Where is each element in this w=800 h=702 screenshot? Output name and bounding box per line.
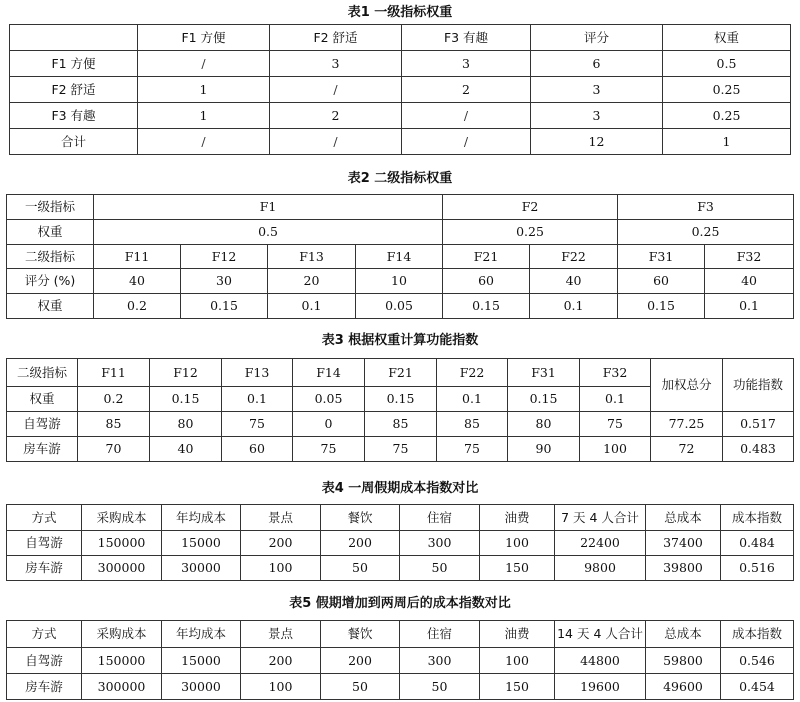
table1-cell: /: [270, 129, 402, 155]
table5-cell: 15000: [162, 648, 241, 674]
table4-cell: 300000: [82, 556, 162, 581]
table5-cell: 150: [480, 674, 555, 700]
table3-header-cell: F31: [508, 359, 580, 387]
table3-cell: 70: [78, 437, 150, 462]
table5-cell: 50: [321, 674, 400, 700]
table5-row-label: 自驾游: [7, 648, 82, 674]
table3-cell: 75: [222, 412, 293, 437]
table3-cell: 0.1: [580, 387, 651, 412]
table4-header-cell: 餐饮: [321, 505, 400, 531]
table1-cell: 1: [138, 103, 270, 129]
table5-cell: 150000: [82, 648, 162, 674]
table3-cell: 40: [150, 437, 222, 462]
table1-row: [10, 129, 791, 155]
table5-header-cell: 成本指数: [721, 621, 794, 648]
table5-row: [7, 674, 794, 700]
table5-cell: 49600: [646, 674, 721, 700]
table4-row-label: 自驾游: [7, 531, 82, 556]
table4-cell: 100: [480, 531, 555, 556]
table2-cell: 0.1: [268, 294, 356, 319]
table3-cell: 85: [78, 412, 150, 437]
table3: [6, 358, 794, 462]
table2-cell: 40: [530, 269, 618, 294]
table2-row-label: 权重: [7, 220, 94, 245]
table3-header-cell: 二级指标: [7, 359, 78, 387]
table2-cell: F22: [530, 245, 618, 269]
table1: [9, 24, 791, 155]
table2-level2-row: [7, 245, 794, 269]
table1-row-label: F1 方便: [10, 51, 138, 77]
table1-row: [10, 51, 791, 77]
table4-cell: 0.516: [721, 556, 794, 581]
table5-cell: 0.454: [721, 674, 794, 700]
table2-cell: 0.15: [443, 294, 530, 319]
table3-row: [7, 437, 794, 462]
table2-cell: 0.1: [530, 294, 618, 319]
table2-score-row: [7, 269, 794, 294]
table2-cell: 0.15: [181, 294, 268, 319]
table4-header-cell: 油费: [480, 505, 555, 531]
table1-header-cell: F2 舒适: [270, 25, 402, 51]
table4-header-cell: 总成本: [646, 505, 721, 531]
table5-caption: 表5 假期增加到两周后的成本指数对比: [289, 596, 511, 611]
table1-row: [10, 103, 791, 129]
table4-cell: 30000: [162, 556, 241, 581]
table4-cell: 50: [400, 556, 480, 581]
table5-header-cell: 餐饮: [321, 621, 400, 648]
table4-caption: 表4 一周假期成本指数对比: [321, 481, 479, 496]
table4-cell: 150: [480, 556, 555, 581]
table4-cell: 22400: [555, 531, 646, 556]
table5-header-cell: 油费: [480, 621, 555, 648]
table1-cell: 6: [531, 51, 663, 77]
table1-cell: /: [402, 103, 531, 129]
table2-cell: 60: [618, 269, 705, 294]
table2-cell: 40: [705, 269, 794, 294]
table2-weight-row: [7, 220, 794, 245]
table4-cell: 37400: [646, 531, 721, 556]
table1-cell: 3: [402, 51, 531, 77]
table3-header-cell: F12: [150, 359, 222, 387]
table2-cell: 10: [356, 269, 443, 294]
table5: [6, 620, 794, 700]
table1-header-cell: 权重: [663, 25, 791, 51]
table2-cell: 0.05: [356, 294, 443, 319]
table3-cell: 0.1: [437, 387, 508, 412]
table1-cell: 12: [531, 129, 663, 155]
table5-cell: 300: [400, 648, 480, 674]
table1-cell: 0.5: [663, 51, 791, 77]
table1-cell: 0.25: [663, 77, 791, 103]
table4-header-row: [7, 505, 794, 531]
table1-row: [10, 77, 791, 103]
table3-cell: 72: [651, 437, 723, 462]
table3-header-cell: F13: [222, 359, 293, 387]
table2-cell: 20: [268, 269, 356, 294]
table2-cell: F14: [356, 245, 443, 269]
table2-cell: F13: [268, 245, 356, 269]
table1-row-label: F3 有趣: [10, 103, 138, 129]
table2-cell: F3: [618, 195, 794, 220]
table3-cell: 0.05: [293, 387, 365, 412]
table2-row-label: 评分 (%): [7, 269, 94, 294]
table3-cell: 75: [437, 437, 508, 462]
table3-cell: 75: [293, 437, 365, 462]
table5-cell: 50: [400, 674, 480, 700]
table1-cell: 3: [531, 77, 663, 103]
table2-cell: F21: [443, 245, 530, 269]
table2-cell: 0.1: [705, 294, 794, 319]
table2-cell: F31: [618, 245, 705, 269]
table2-cell: 40: [94, 269, 181, 294]
table1-cell: /: [138, 51, 270, 77]
table3-cell: 85: [365, 412, 437, 437]
table4: [6, 504, 794, 581]
table5-cell: 30000: [162, 674, 241, 700]
table5-cell: 0.546: [721, 648, 794, 674]
table5-header-cell: 景点: [241, 621, 321, 648]
table4-cell: 50: [321, 556, 400, 581]
table2-caption: 表2 二级指标权重: [347, 171, 453, 186]
table5-row: [7, 648, 794, 674]
table4-row: [7, 531, 794, 556]
table3-cell: 0.1: [222, 387, 293, 412]
table5-header-row: [7, 621, 794, 648]
table3-row-label: 自驾游: [7, 412, 78, 437]
table2-cell: 30: [181, 269, 268, 294]
table4-header-cell: 采购成本: [82, 505, 162, 531]
table4-cell: 100: [241, 556, 321, 581]
table4-cell: 15000: [162, 531, 241, 556]
table3-row: [7, 412, 794, 437]
table3-cell: 0.15: [365, 387, 437, 412]
table3-header-cell: F14: [293, 359, 365, 387]
table5-cell: 19600: [555, 674, 646, 700]
table5-header-cell: 总成本: [646, 621, 721, 648]
table1-cell: /: [270, 77, 402, 103]
table3-cell: 90: [508, 437, 580, 462]
table3-cell: 85: [437, 412, 508, 437]
table3-header-cell: 加权总分: [651, 359, 723, 412]
table3-cell: 80: [508, 412, 580, 437]
table4-header-cell: 景点: [241, 505, 321, 531]
table4-header-cell: 年均成本: [162, 505, 241, 531]
table3-caption: 表3 根据权重计算功能指数: [321, 333, 479, 348]
table5-header-cell: 年均成本: [162, 621, 241, 648]
table5-cell: 100: [241, 674, 321, 700]
table2-cell: 60: [443, 269, 530, 294]
table4-cell: 300: [400, 531, 480, 556]
table2-cell: 0.25: [443, 220, 618, 245]
table3-cell: 0.483: [723, 437, 794, 462]
table3-row-label: 房车游: [7, 437, 78, 462]
table3-header-cell: F32: [580, 359, 651, 387]
table2-cell: F11: [94, 245, 181, 269]
table4-cell: 200: [321, 531, 400, 556]
table3-header-cell: F11: [78, 359, 150, 387]
table5-header-cell: 住宿: [400, 621, 480, 648]
table1-cell: /: [138, 129, 270, 155]
table3-cell: 75: [580, 412, 651, 437]
table4-cell: 150000: [82, 531, 162, 556]
table1-header-row: [10, 25, 791, 51]
table1-caption: 表1 一级指标权重: [347, 5, 453, 20]
table1-cell: /: [402, 129, 531, 155]
table2-cell: 0.5: [94, 220, 443, 245]
table5-header-cell: 采购成本: [82, 621, 162, 648]
table2-row-label: 权重: [7, 294, 94, 319]
table3-cell: 0.517: [723, 412, 794, 437]
table4-row-label: 房车游: [7, 556, 82, 581]
table3-cell: 75: [365, 437, 437, 462]
table4-row: [7, 556, 794, 581]
table5-cell: 200: [321, 648, 400, 674]
table3-row-label: 权重: [7, 387, 78, 412]
table3-cell: 0.2: [78, 387, 150, 412]
table4-cell: 200: [241, 531, 321, 556]
table3-header-cell: F21: [365, 359, 437, 387]
table2-row-label: 一级指标: [7, 195, 94, 220]
table1-cell: 0.25: [663, 103, 791, 129]
table1-cell: 2: [402, 77, 531, 103]
table3-cell: 0.15: [508, 387, 580, 412]
table2-cell: 0.2: [94, 294, 181, 319]
table1-row-label: 合计: [10, 129, 138, 155]
table1-row-label: F2 舒适: [10, 77, 138, 103]
table3-cell: 0: [293, 412, 365, 437]
table2: [6, 194, 794, 319]
table2-cell: F32: [705, 245, 794, 269]
table3-cell: 80: [150, 412, 222, 437]
table3-cell: 77.25: [651, 412, 723, 437]
table3-cell: 60: [222, 437, 293, 462]
table3-header-cell: 功能指数: [723, 359, 794, 412]
table1-cell: 1: [138, 77, 270, 103]
table5-cell: 100: [480, 648, 555, 674]
table2-cell: 0.25: [618, 220, 794, 245]
table5-header-cell: 14 天 4 人合计: [555, 621, 646, 648]
table5-cell: 59800: [646, 648, 721, 674]
table2-weight2-row: [7, 294, 794, 319]
table3-header-row: [7, 359, 794, 387]
table5-cell: 44800: [555, 648, 646, 674]
table3-cell: 100: [580, 437, 651, 462]
table2-row-label: 二级指标: [7, 245, 94, 269]
table4-header-cell: 住宿: [400, 505, 480, 531]
table2-cell: F12: [181, 245, 268, 269]
table1-header-cell: F1 方便: [138, 25, 270, 51]
table4-cell: 0.484: [721, 531, 794, 556]
table5-cell: 200: [241, 648, 321, 674]
table4-cell: 9800: [555, 556, 646, 581]
table1-cell: 1: [663, 129, 791, 155]
table4-header-cell: 方式: [7, 505, 82, 531]
table4-cell: 39800: [646, 556, 721, 581]
table4-header-cell: 成本指数: [721, 505, 794, 531]
table5-row-label: 房车游: [7, 674, 82, 700]
table5-cell: 300000: [82, 674, 162, 700]
table3-header-cell: F22: [437, 359, 508, 387]
table1-cell: 3: [531, 103, 663, 129]
table5-header-cell: 方式: [7, 621, 82, 648]
table1-header-cell: F3 有趣: [402, 25, 531, 51]
table2-cell: 0.15: [618, 294, 705, 319]
table4-header-cell: 7 天 4 人合计: [555, 505, 646, 531]
table2-cell: F2: [443, 195, 618, 220]
table2-cell: F1: [94, 195, 443, 220]
table3-cell: 0.15: [150, 387, 222, 412]
table1-cell: 2: [270, 103, 402, 129]
table1-header-cell: 评分: [531, 25, 663, 51]
table1-cell: 3: [270, 51, 402, 77]
table2-level1-row: [7, 195, 794, 220]
table1-header-cell: [10, 25, 138, 51]
